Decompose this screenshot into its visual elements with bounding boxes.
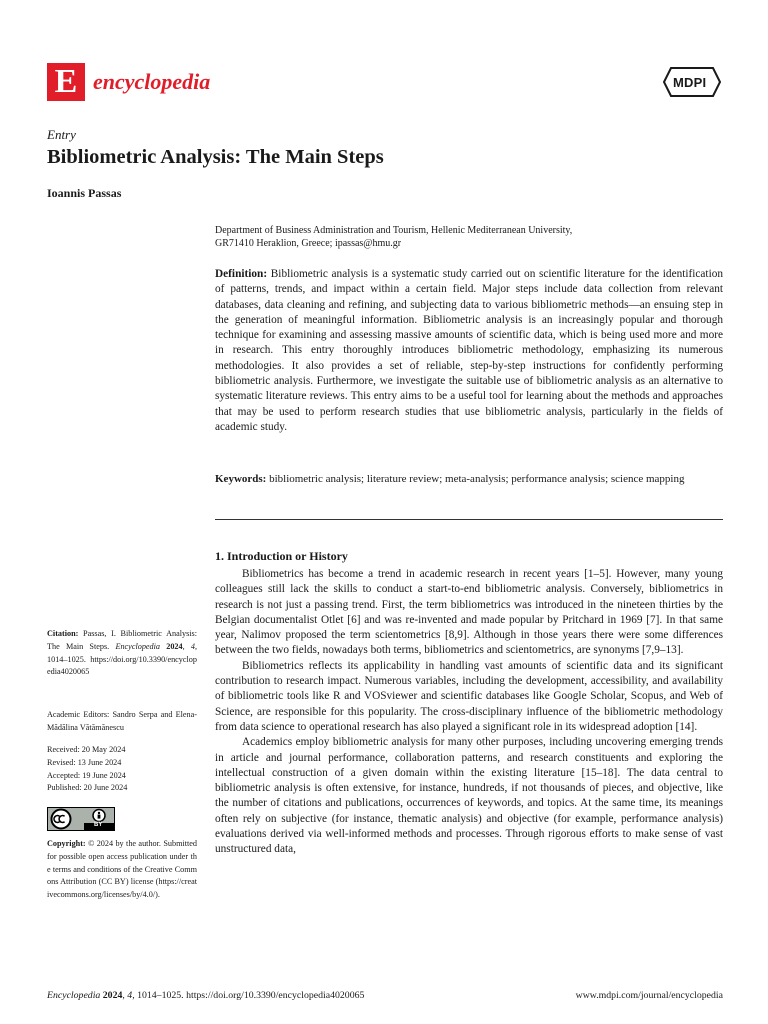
citation-volume: 4 — [190, 641, 195, 651]
article-type: Entry — [47, 127, 76, 142]
affiliation-line-1: Department of Business Administration and Tourism, Hellenic Mediterranean University, — [215, 225, 573, 236]
section-heading: 1. Introduction or History — [215, 549, 348, 563]
journal-logo: E — [47, 63, 85, 101]
citation-year: 2024 — [166, 641, 183, 651]
citation-block: Citation: Passas, I. Bibliometric Analysis: The Main Steps. Encyclopedia 2024, 4, 1014–1025. https://doi.org/10.3390/encyclopedia4020065 — [47, 629, 198, 677]
paragraph-2: Bibliometrics reflects its applicability in handling vast amounts of scientific data and its significant contribution to research impact. Numerous variables, including the development, accessibility, and availability of bibliometric tools like R and VOSviewer and scientific databases like Google Scholar, Scopus, and Web of Science, are responsible for this popularity. The cross-disciplinary influence of the bibliometric methodology from data science to operational research has also played a significant role in its widespread adoption [14]. — [215, 659, 723, 733]
body-text — [215, 567, 723, 858]
definition-label: Definition: — [215, 268, 268, 280]
revised-date: Revised: 13 June 2024 — [47, 757, 122, 767]
footer-year: 2024 — [102, 990, 123, 1001]
definition-block — [215, 267, 723, 435]
citation-text: Passas, I. Bibliometric Analysis: The Main Steps. — [47, 629, 197, 651]
citation-journal: Encyclopedia — [115, 641, 161, 651]
footer-pages-doi[interactable]: , 1014–1025. https://doi.org/10.3390/encyclopedia4020065 — [132, 990, 365, 1001]
citation-doi-link[interactable]: https://doi.org/10.3390/encyclopedia4020065 — [47, 654, 197, 677]
copyright-block — [47, 838, 197, 902]
cc-by-icon[interactable] — [47, 807, 115, 831]
paragraph-3: Academics employ bibliometric analysis for many other purposes, including uncovering emerging trends in article and journal performance, collaboration patterns, and research constituents and exploring the intellectual construction of a given domain within the existing literature [15–18]. The data central to bibliometric analysis is often extensive, for instance, hundreds, if not thousands of pieces, and objective, like the number of citations and publications, occurrences of keywords, and topics. At the same time, its meanings often rely on subjective (for instance, thematic analysis) and objective (for example, performance analysis) evaluations derived via well-informed methods and processes. Through rigorous efforts to make sense of vast unstructured data, — [215, 736, 723, 856]
received-date: Received: 20 May 2024 — [47, 745, 126, 754]
divider — [215, 519, 723, 520]
affiliation — [215, 224, 725, 250]
published-date: Published: 20 June 2024 — [47, 783, 128, 793]
affiliation-line-2: GR71410 Heraklion, Greece; ipassas@hmu.gr — [215, 238, 402, 249]
copyright-text: © 2024 by the author. Submitted for possible open access publication under the terms and conditions of the Creative Commons Attribution (CC BY) license (https://creativecommons.org/licenses/by/4.0/). — [47, 839, 198, 900]
publisher-name: MDPI — [673, 75, 707, 90]
copyright-label: Copyright: — [47, 839, 86, 848]
author-name: Ioannis Passas — [47, 186, 122, 200]
footer-journal: Encyclopedia — [47, 990, 101, 1001]
accepted-date: Accepted: 19 June 2024 — [47, 770, 126, 780]
cc-by-graphic — [48, 808, 114, 830]
cc-by-label: BY — [94, 822, 103, 828]
article-title: Bibliometric Analysis: The Main Steps — [47, 146, 384, 168]
keywords-text: bibliometric analysis; literature review; meta-analysis; performance analysis; science mapping — [269, 473, 685, 485]
definition-text: Bibliometric analysis is a systematic study carried out on scientific literature for the identification of patterns, trends, and impact within a certain field. Major steps include data collection from relevant databases, data cleaning and refining, and subjecting data to various bibliometric methods—an ensuing step in the generation of meaningful information. Bibliometric analysis is an increasingly popular and thorough technique for examining and assessing massive amounts of scientific data, which is being used more and more in research. This entry thoroughly introduces bibliometric methodology, emphasizing its numerous methodologies. It also provides a set of reliable, step-by-step instructions for confidently performing bibliometric analysis. Furthermore, we investigate the suitable use of bibliometric analysis as an alternative to systematic literature reviews. This entry aims to be a useful tool for learning about the methods and approaches that may be used to perform research studies that use bibliometric analysis, particularly in the fields of academic study. — [215, 268, 724, 433]
journal-name: encyclopedia — [93, 69, 211, 94]
publisher-logo — [663, 67, 721, 97]
footer-journal-url[interactable]: www.mdpi.com/journal/encyclopedia — [575, 990, 723, 1001]
keywords-block — [215, 472, 723, 487]
footer-citation: Encyclopedia 2024, 4, 1014–1025. https://doi.org/10.3390/encyclopedia4020065 — [47, 990, 365, 1001]
citation-label: Citation: — [47, 629, 79, 638]
footer-volume: 4 — [127, 990, 133, 1001]
paragraph-1: Bibliometrics has become a trend in academic research in recent years [1–5]. However, many young colleagues still lack the skills to conduct a start-to-end bibliometric analysis. Conversely, bibliometrics in research is not just a passing trend. First, the term bibliometrics was introduced in the nineteen thirties by the Belgian documentalist Otlet [6] and was re-invented and made popular by Pritchard in 1969 [7]. In that same year, Nalimov proposed the term scientometrics [8,9]. Although in those years there were some differences between the two fields, nowadays both terms, bibliometrics and scientometrics, are synonyms [7,9–13]. — [215, 568, 723, 657]
citation-pages: , 1014–1025. — [47, 641, 198, 664]
dates-block — [47, 744, 197, 795]
academic-editors: Academic Editors: Sandro Serpa and Elena-Mădălina Vătămănescu — [47, 710, 197, 732]
keywords-label: Keywords: — [215, 473, 267, 485]
